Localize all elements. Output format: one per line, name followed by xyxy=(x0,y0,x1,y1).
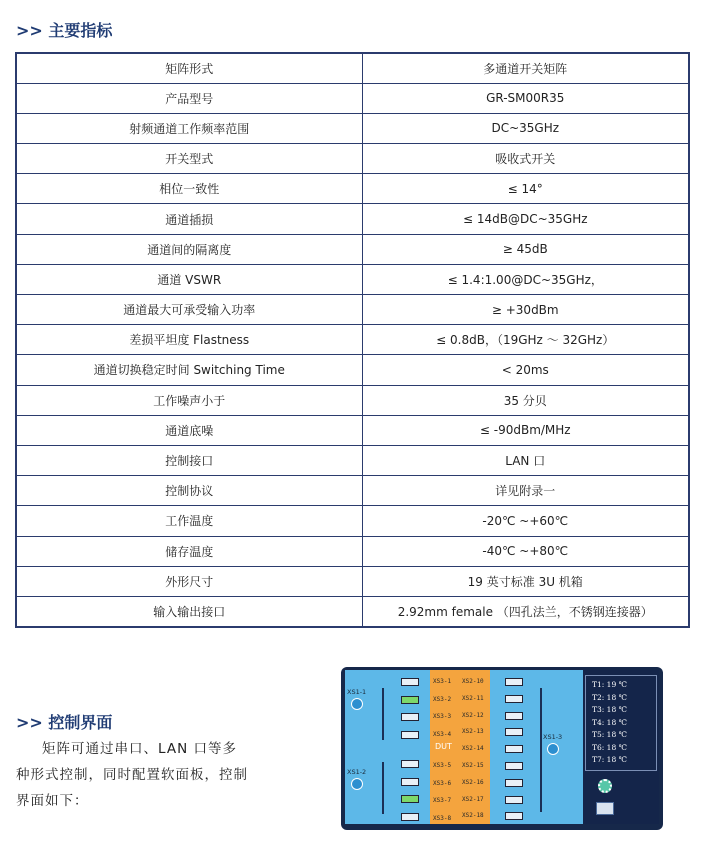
spec-row xyxy=(16,204,689,234)
control-description: 矩阵可通过串口、LAN 口等多种形式控制，同时配置软面板，控制界面如下： xyxy=(16,741,248,809)
pin-label: XS2-12 xyxy=(462,711,484,719)
spec-row xyxy=(16,144,689,174)
temperature-value: T3: 18 ℃ xyxy=(592,705,628,714)
switch-toggle[interactable] xyxy=(401,813,419,821)
specs-heading: >> 主要指标 xyxy=(16,21,113,40)
switch-toggle[interactable] xyxy=(505,762,523,770)
pin-label: XS3-8 xyxy=(433,814,452,822)
switch-toggle[interactable] xyxy=(505,678,523,686)
temperature-value: T1: 19 ℃ xyxy=(592,680,628,689)
spec-name: 输入输出接口 xyxy=(16,596,362,626)
pin-label: XS2-11 xyxy=(462,694,484,702)
control-panel-screenshot xyxy=(341,667,663,830)
temperature-value: T4: 18 ℃ xyxy=(592,717,628,727)
switch-toggle[interactable] xyxy=(505,779,523,787)
bus-line xyxy=(382,762,384,814)
bus-line xyxy=(540,688,542,812)
spec-name: 工作噪声小于 xyxy=(16,385,362,415)
spec-value: GR-SM00R35 xyxy=(362,83,689,113)
switch-toggle[interactable] xyxy=(401,795,419,803)
spec-row xyxy=(16,325,689,355)
spec-value: 吸收式开关 xyxy=(362,144,689,174)
pin-label: XS2-15 xyxy=(462,762,484,769)
pin-label: XS2-16 xyxy=(462,778,484,786)
dut-label: DUT xyxy=(435,742,452,751)
spec-table xyxy=(15,52,690,628)
pin-label: XS2-13 xyxy=(462,728,484,736)
spec-value: -40℃ ~+80℃ xyxy=(362,536,689,566)
spec-row xyxy=(16,174,689,204)
spec-value: 35 分贝 xyxy=(362,385,689,415)
switch-toggle[interactable] xyxy=(505,812,523,820)
spec-row xyxy=(16,506,689,536)
spec-name: 控制接口 xyxy=(16,445,362,475)
switch-toggle[interactable] xyxy=(401,713,419,721)
switch-toggle[interactable] xyxy=(505,745,523,753)
switch-toggle[interactable] xyxy=(401,760,419,768)
temperature-value: T2: 18 ℃ xyxy=(592,692,628,702)
spec-row xyxy=(16,415,689,445)
switch-toggle[interactable] xyxy=(505,728,523,736)
switch-toggle[interactable] xyxy=(505,796,523,804)
spec-row xyxy=(16,355,689,385)
spec-value: 2.92mm female （四孔法兰，不锈钢连接器） xyxy=(362,596,689,626)
spec-row xyxy=(16,536,689,566)
spec-row xyxy=(16,566,689,596)
spec-name: 差损平坦度 Flastness xyxy=(16,325,362,355)
spec-row xyxy=(16,596,689,626)
spec-row xyxy=(16,445,689,475)
spec-value: LAN 口 xyxy=(362,445,689,475)
spec-row xyxy=(16,476,689,506)
spec-name: 射频通道工作频率范围 xyxy=(16,113,362,143)
switch-toggle[interactable] xyxy=(505,712,523,720)
spec-value: DC~35GHz xyxy=(362,113,689,143)
pin-label: XS2-14 xyxy=(462,745,484,753)
spec-value: ≤ 14° xyxy=(362,174,689,204)
spec-name: 外形尺寸 xyxy=(16,566,362,596)
spec-row xyxy=(16,295,689,325)
spec-value: -20℃ ~+60℃ xyxy=(362,506,689,536)
port-label: XS1-2 xyxy=(347,768,367,776)
computer-icon[interactable] xyxy=(596,802,614,815)
port-xs1-2-connector[interactable] xyxy=(351,778,363,790)
spec-row xyxy=(16,234,689,264)
spec-row xyxy=(16,385,689,415)
pin-label: XS2-18 xyxy=(462,812,484,820)
spec-name: 通道 VSWR xyxy=(16,264,362,294)
pin-label: XS3-7 xyxy=(433,797,452,804)
spec-name: 通道切换稳定时间 Switching Time xyxy=(16,355,362,385)
spec-row xyxy=(16,113,689,143)
pin-label: XS3-6 xyxy=(433,779,452,787)
spec-value: 19 英寸标准 3U 机箱 xyxy=(362,566,689,596)
spec-name: 开关型式 xyxy=(16,144,362,174)
switch-toggle[interactable] xyxy=(401,731,419,739)
spec-name: 通道最大可承受输入功率 xyxy=(16,295,362,325)
spec-name: 相位一致性 xyxy=(16,174,362,204)
spec-value: ≥ +30dBm xyxy=(362,295,689,325)
spec-value: ≤ 1.4:1.00@DC~35GHz， xyxy=(362,264,689,294)
pin-label: XS3-5 xyxy=(433,762,452,769)
temperature-value: T6: 18 ℃ xyxy=(592,742,628,752)
spec-name: 矩阵形式 xyxy=(16,53,362,83)
temperature-value: T5: 18 ℃ xyxy=(592,730,628,739)
spec-value: ≤ 14dB@DC~35GHz xyxy=(362,204,689,234)
switch-toggle[interactable] xyxy=(401,778,419,786)
pin-label: XS3-1 xyxy=(433,678,452,685)
spec-name: 储存温度 xyxy=(16,536,362,566)
switch-toggle[interactable] xyxy=(401,678,419,686)
spec-name: 通道插损 xyxy=(16,204,362,234)
spec-value: ≤ 0.8dB，（19GHz ～ 32GHz） xyxy=(362,325,689,355)
port-label: XS1-3 xyxy=(543,733,563,741)
temperature-readout xyxy=(585,675,657,771)
switch-toggle[interactable] xyxy=(505,695,523,703)
pin-label: XS3-3 xyxy=(433,713,452,720)
spec-name: 控制协议 xyxy=(16,476,362,506)
port-xs1-3-connector[interactable] xyxy=(547,743,559,755)
bus-line xyxy=(382,688,384,740)
spec-value: ≥ 45dB xyxy=(362,234,689,264)
port-xs1-1-connector[interactable] xyxy=(351,698,363,710)
pin-label: XS2-17 xyxy=(462,795,484,803)
spec-value: ≤ -90dBm/MHz xyxy=(362,415,689,445)
spec-name: 通道间的隔离度 xyxy=(16,234,362,264)
pin-label: XS3-4 xyxy=(433,730,452,738)
spec-value: 多通道开关矩阵 xyxy=(362,53,689,83)
switch-matrix-area xyxy=(345,670,583,824)
spec-row xyxy=(16,53,689,83)
spec-name: 通道底噪 xyxy=(16,415,362,445)
gear-icon[interactable] xyxy=(598,779,612,793)
spec-value: 详见附录一 xyxy=(362,476,689,506)
spec-value: < 20ms xyxy=(362,355,689,385)
spec-row xyxy=(16,264,689,294)
spec-row xyxy=(16,83,689,113)
spec-name: 产品型号 xyxy=(16,83,362,113)
pin-label: XS3-2 xyxy=(433,695,452,703)
spec-name: 工作温度 xyxy=(16,506,362,536)
switch-toggle[interactable] xyxy=(401,696,419,704)
control-heading: >> 控制界面 xyxy=(16,713,113,732)
port-label: XS1-1 xyxy=(347,688,367,696)
pin-label: XS2-10 xyxy=(462,678,484,685)
temperature-value: T7: 18 ℃ xyxy=(592,755,628,764)
